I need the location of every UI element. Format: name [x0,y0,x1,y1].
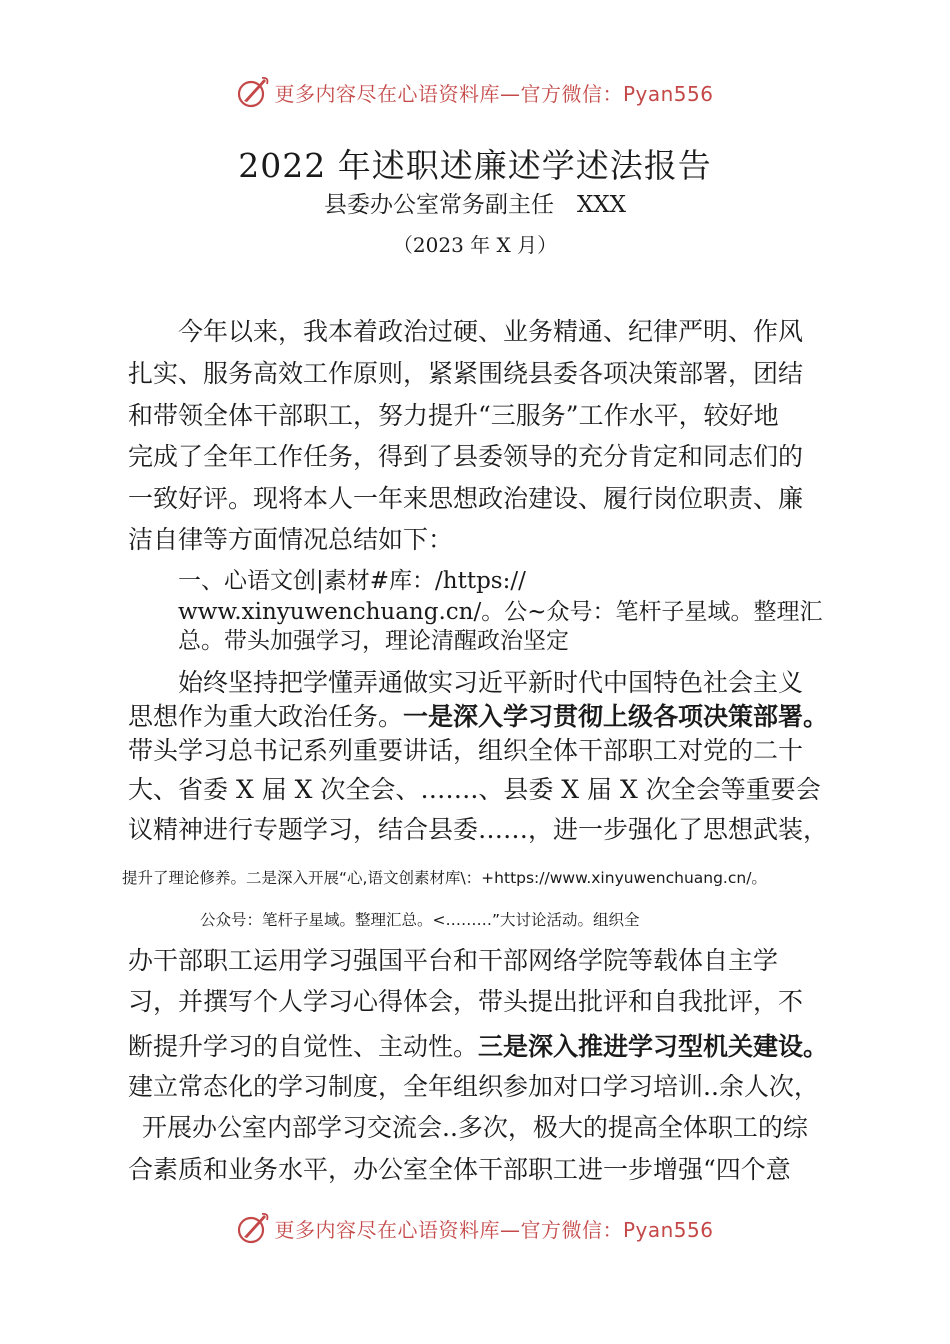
quill-logo-icon [236,75,270,109]
paragraph-line: 始终坚持把学懂弄通做实习近平新时代中国特色社会主义 [178,668,804,697]
paragraph-line: 带头学习总书记系列重要讲话，组织全体干部职工对党的二十 [128,736,804,765]
section-heading-line: www.xinyuwenchuang.cn/。公~众号：笔杆子星域。整理汇 [178,599,823,625]
footer-watermark-banner [0,1208,950,1248]
header-watermark-banner [0,72,950,112]
bold-subheading: 三是深入推进学习型机关建设。 [478,1032,829,1061]
document-title: 2022 年述职述廉述学述法报告 [238,146,712,185]
paragraph-line: 办干部职工运用学习强国平台和干部网络学院等载体自主学 [128,946,779,975]
paragraph-line: 扎实、服务高效工作原则，紧紧围绕县委各项决策部署，团结 [128,359,804,388]
paragraph-line: 和带领全体干部职工，努力提升“三服务”工作水平，较好地 [128,401,779,430]
paragraph-line: 今年以来，我本着政治过硬、业务精通、纪律严明、作风 [178,317,804,346]
paragraph-line: 一致好评。现将本人一年来思想政治建设、履行岗位职责、廉 [128,484,804,513]
bold-subheading: 一是深入学习贯彻上级各项决策部署。 [403,702,829,731]
paragraph-line: 合素质和业务水平，办公室全体干部职工进一步增强“四个意 [128,1155,791,1184]
paragraph-text: 断提升学习的自觉性、主动性。 [128,1032,479,1061]
document-subtitle: 县委办公室常务副主任 XXX [323,192,627,218]
section-heading-line: 总。带头加强学习，理论清醒政治坚定 [178,628,569,654]
paragraph-line [128,697,828,733]
paragraph-line: 习，并撰写个人学习心得体会，带头提出批评和自我批评，不 [128,987,804,1016]
header-banner-text: 更多内容尽在心语资料库—官方微信：Pyan556 [274,81,714,106]
paragraph-text: 思想作为重大政治任务。 [128,702,404,731]
paragraph-line: 开展办公室内部学习交流会..多次，极大的提高全体职工的综 [142,1113,808,1142]
small-print-line: 提升了理论修养。二是深入开展“心,语文创素材库\：+https://www.xinyuwenchuang.cn/。 [122,869,767,887]
quill-logo-icon [236,1211,270,1245]
small-print-line: 公众号：笔杆子星域。整理汇总。<………”大讨论活动。组织全 [200,911,640,929]
paragraph-line: 洁自律等方面情况总结如下： [128,525,454,554]
paragraph-line: 议精神进行专题学习，结合县委……，进一步强化了思想武装， [128,815,829,844]
paragraph-line: 大、省委 X 届 X 次全会、…….、县委 X 届 X 次全会等重要会 [128,775,821,804]
section-heading-line: 一、心语文创|素材#库：/https:// [178,568,526,594]
footer-banner-text: 更多内容尽在心语资料库—官方微信：Pyan556 [274,1217,714,1242]
paragraph-line: 完成了全年工作任务，得到了县委领导的充分肯定和同志们的 [128,442,804,471]
document-date: （2023 年 X 月） [392,233,558,257]
paragraph-line: 建立常态化的学习制度，全年组织参加对口学习培训..余人次， [128,1072,819,1101]
paragraph-line [128,1027,828,1063]
